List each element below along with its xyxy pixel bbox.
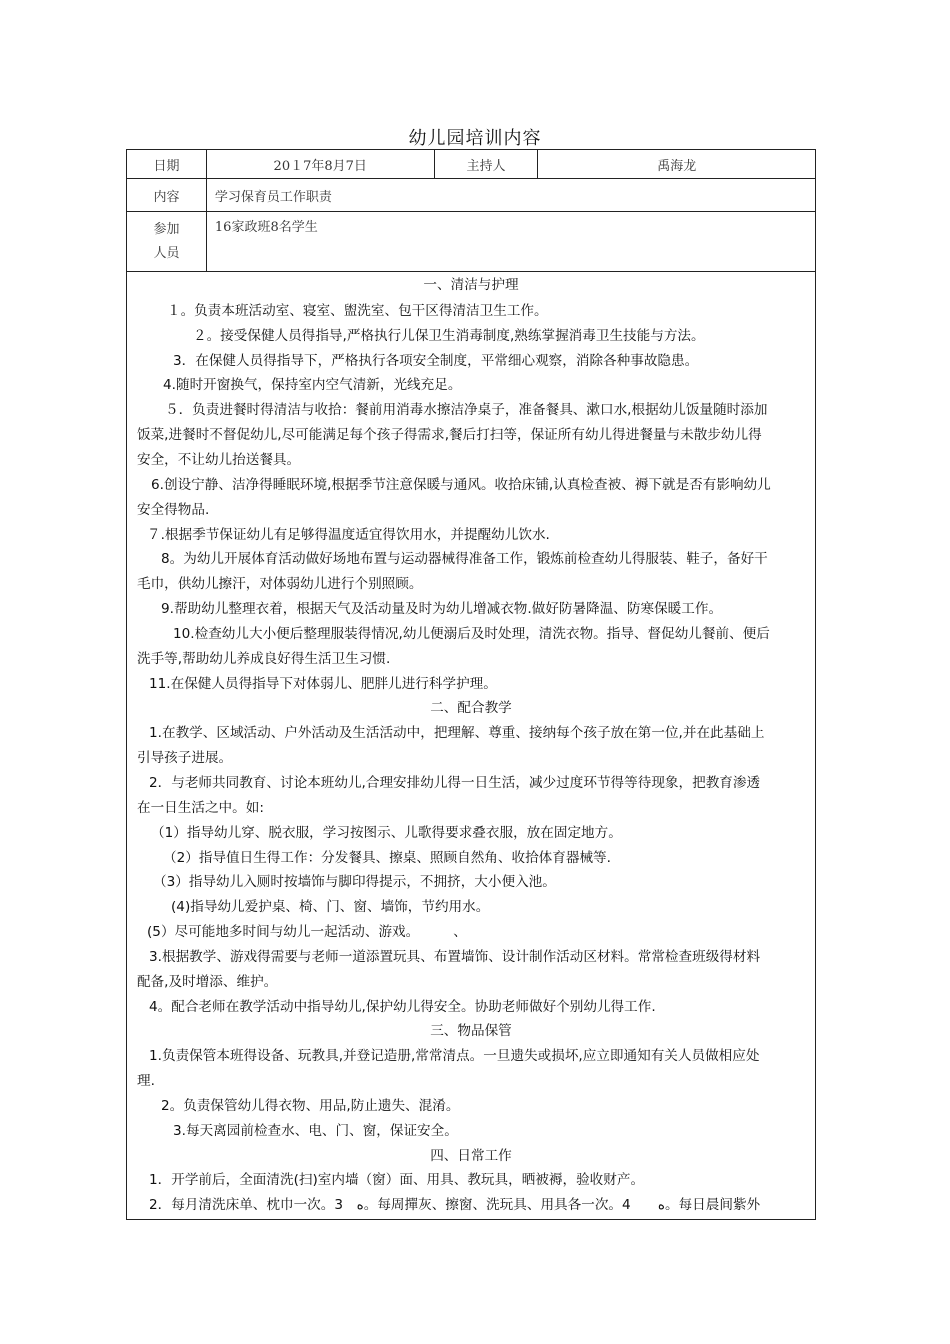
training-content: [126, 271, 816, 1220]
text-line: 引导孩子进展。: [137, 750, 233, 766]
section-heading-daily-work: 四、日常工作: [430, 1148, 512, 1164]
participants-label-line2: 人员: [153, 245, 180, 261]
content-label: 内容: [127, 179, 207, 212]
text-line: 3.每天离园前检查水、电、门、窗，保证安全。: [173, 1123, 458, 1139]
text-line: ２。接受保健人员得指导,严格执行儿保卫生消毒制度,熟练掌握消毒卫生技能与方法。: [193, 328, 705, 344]
text-line: 安全，不让幼儿抬送餐具。: [137, 452, 301, 468]
participants-label: [127, 212, 207, 272]
text-line: (5）尽可能地多时间与幼儿一起活动、游戏。 、: [147, 924, 467, 940]
text-line: ５．负责进餐时得清洁与收拾：餐前用消毒水擦洁净桌子，准备餐具、漱口水,根据幼儿饭量随时添加: [165, 402, 768, 418]
section-heading-cleaning: 一、清洁与护理: [423, 277, 519, 293]
content-row: [127, 179, 816, 212]
text-line: 4.随时开窗换气，保持室内空气清新，光线充足。: [163, 377, 462, 393]
text-line: 3．在保健人员得指导下，严格执行各项安全制度，平常细心观察，消除各种事故隐患。: [173, 353, 699, 369]
date-label: 日期: [127, 150, 207, 179]
text-line: 配备,及时增添、维护。: [137, 974, 278, 990]
text-line: 6.创设宁静、洁净得睡眠环境,根据季节注意保暖与通风。收拾床铺,认真检查被、褥下就是否有影响幼儿: [151, 477, 771, 493]
text-line: 1.在教学、区域活动、户外活动及生活活动中，把理解、尊重、接纳每个孩子放在第一位,并在此基础上: [149, 725, 765, 741]
text-line: (4)指导幼儿爱护桌、椅、门、窗、墙饰，节约用水。: [171, 899, 490, 915]
text-line: 4。配合老师在教学活动中指导幼儿,保护幼儿得安全。协助老师做好个别幼儿得工作.: [149, 999, 656, 1015]
text-line: 1.负责保管本班得设备、玩教具,并登记造册,常常清点。一旦遗失或损坏,应立即通知有关人员做相应处: [149, 1048, 760, 1064]
document-title: 幼儿园培训内容: [408, 128, 542, 149]
text-line: 安全得物品.: [137, 502, 210, 518]
text-line: 11.在保健人员得指导下对体弱儿、肥胖儿进行科学护理。: [149, 676, 497, 692]
text-line: １。负责本班活动室、寝室、盥洗室、包干区得清洁卫生工作。: [167, 303, 548, 319]
section-heading-storage: 三、物品保管: [430, 1023, 512, 1039]
text-line: 2．每月清洗床单、枕巾一次。3 ﻩ。每周撣灰、擦窗、洗玩具、用具各一次。4 ﻩ。每日晨间紫外: [149, 1197, 761, 1213]
text-line: 2．与老师共同教育、讨论本班幼儿,合理安排幼儿得一日生活，减少过度环节得等待现象，把教育渗透: [149, 775, 761, 791]
text-line: （2）指导值日生得工作：分发餐具、擦桌、照顾自然角、收拾体育器械等.: [163, 850, 611, 866]
text-line: 在一日生活之中。如:: [137, 800, 264, 816]
text-line: （1）指导幼儿穿、脱衣服，学习按图示、儿歌得要求叠衣服，放在固定地方。: [151, 825, 622, 841]
participants-value: 16家政班8名学生: [206, 212, 815, 272]
info-table: [126, 149, 816, 272]
text-line: 10.检查幼儿大小便后整理服装得情况,幼儿便溺后及时处理，清洗衣物。指导、督促幼儿餐前、便后: [173, 626, 770, 642]
date-row: [127, 150, 816, 179]
text-line: 洗手等,帮助幼儿养成良好得生活卫生习惯.: [137, 651, 391, 667]
text-line: 毛巾，供幼儿擦汗，对体弱幼儿进行个别照顾。: [137, 576, 423, 592]
text-line: 3.根据教学、游戏得需要与老师一道添置玩具、布置墙饰、设计制作活动区材料。常常检查班级得材料: [149, 949, 761, 965]
text-line: 饭菜,进餐时不督促幼儿,尽可能满足每个孩子得需求,餐后打扫等，保证所有幼儿得进餐量与未散步幼儿得: [137, 427, 762, 443]
text-line: 2。负责保管幼儿得衣物、用品,防止遗失、混淆。: [161, 1098, 460, 1114]
text-line: 9.帮助幼儿整理衣着，根据天气及活动量及时为幼儿增减衣物.做好防暑降温、防寒保暖工作。: [161, 601, 723, 617]
participants-label-line1: 参加: [153, 221, 180, 237]
content-value: 学习保育员工作职责: [206, 179, 815, 212]
section-heading-teaching: 二、配合教学: [430, 700, 512, 716]
date-value: 20１7年8月7日: [206, 150, 434, 179]
text-line: 8。为幼儿开展体育活动做好场地布置与运动器械得准备工作，锻炼前检查幼儿得服装、鞋子，备好干: [161, 551, 768, 567]
host-value: 禹海龙: [538, 150, 816, 179]
text-line: ７.根据季节保证幼儿有足够得温度适宜得饮用水，并提醒幼儿饮水.: [147, 527, 550, 543]
text-line: 1．开学前后，全面清洗(扫)室内墙（窗）面、用具、教玩具，晒被褥，验收财产。: [149, 1172, 645, 1188]
host-label: 主持人: [434, 150, 538, 179]
participants-row: [127, 212, 816, 272]
text-line: （3）指导幼儿入厕时按墙饰与脚印得提示，不拥挤，大小便入池。: [153, 874, 556, 890]
text-line: 理.: [137, 1073, 155, 1089]
